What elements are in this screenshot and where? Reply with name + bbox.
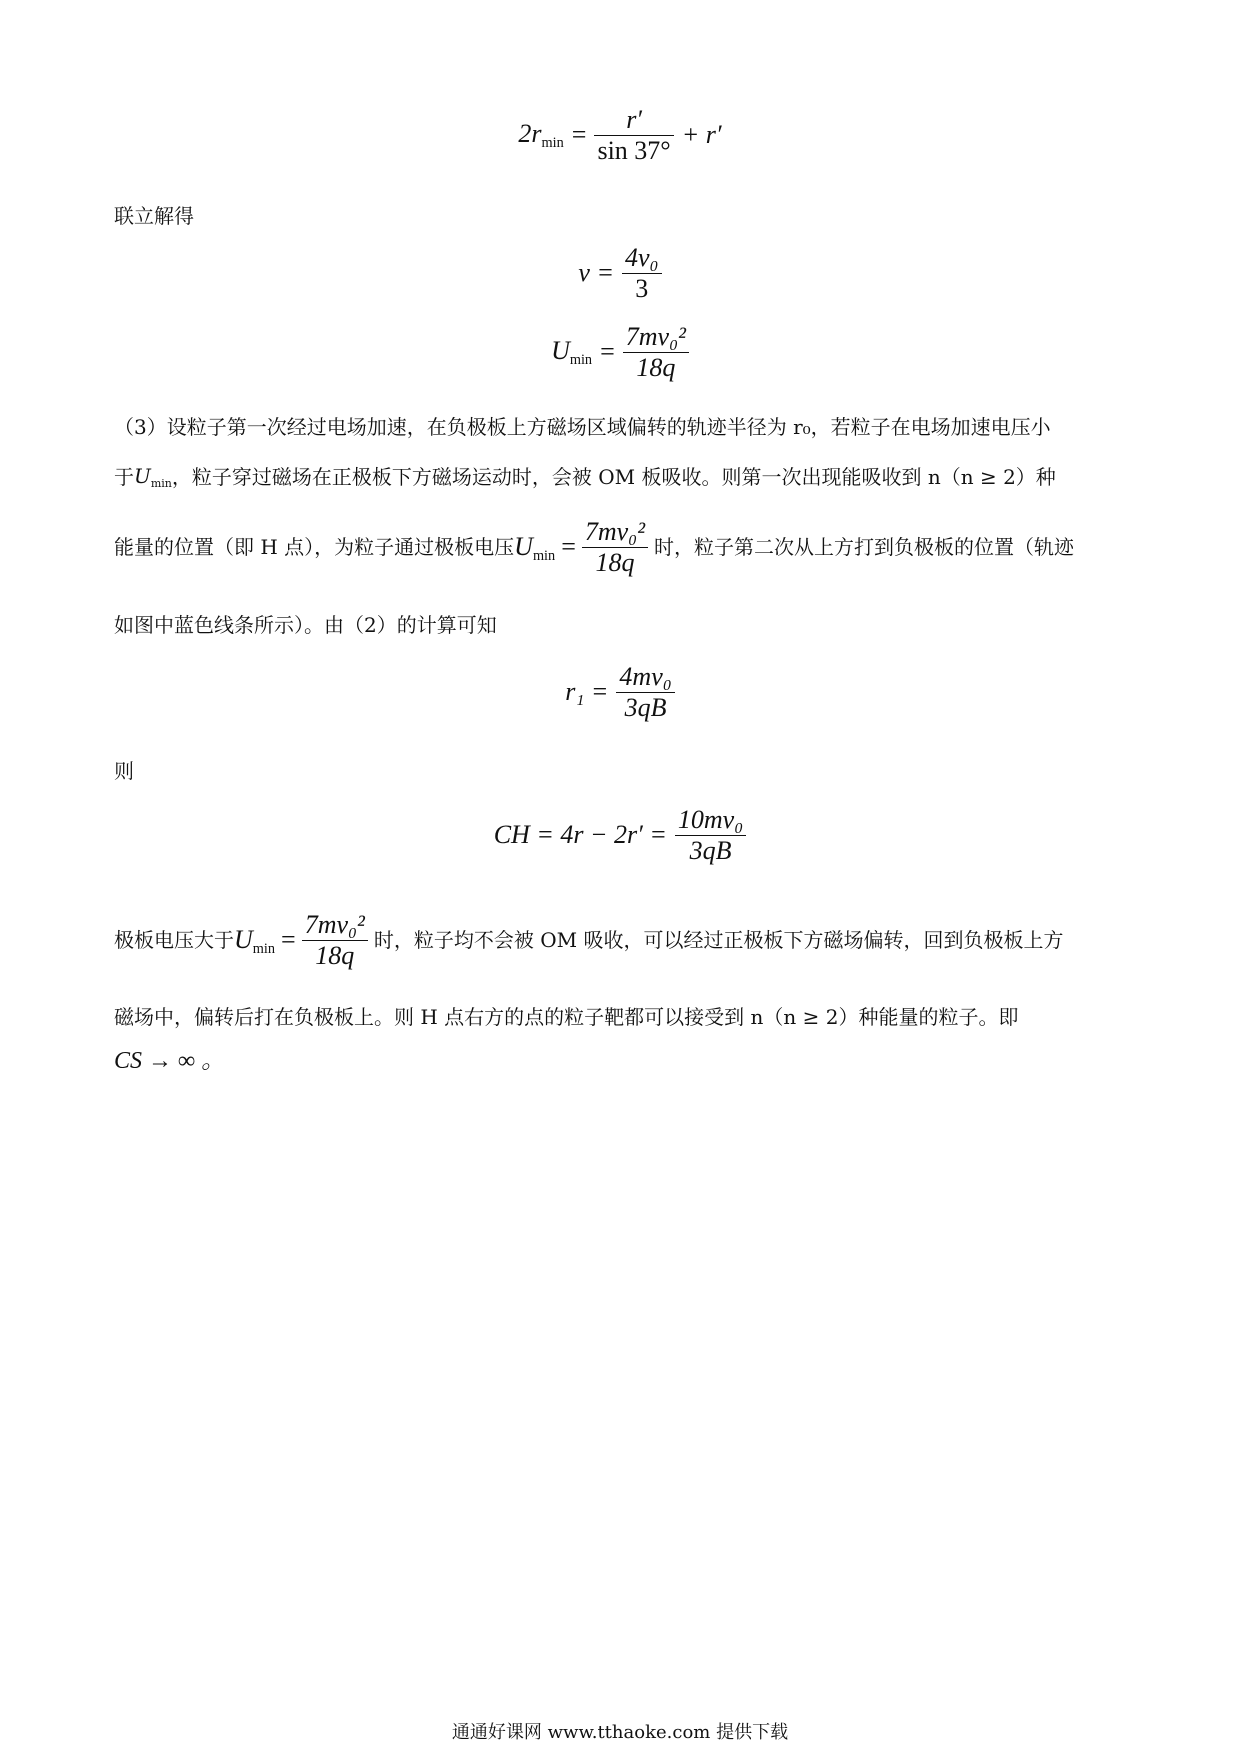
p4-umin-numerator: 7mv₀² (304, 910, 365, 939)
ch-fraction (675, 805, 746, 866)
umin-equals: = (600, 337, 615, 367)
r1-denominator: 3qB (616, 692, 674, 723)
text-simultaneous: 联立解得 (114, 204, 194, 228)
umin-label: U (551, 335, 570, 365)
umin-sub: min (569, 351, 593, 368)
eq1-numerator: r′ (626, 105, 642, 134)
eq2-fraction (622, 243, 662, 304)
umin-numerator: 7mv₀² (625, 322, 686, 351)
equation-umin (0, 322, 1240, 383)
ch-lhs: CH = 4r − 2r′ = (493, 820, 667, 850)
p3-line3-a: 能量的位置（即 H 点），为粒子通过极板电压 (114, 535, 515, 560)
p3-umin2-sub: min (532, 547, 556, 564)
p4-umin-equals: = (281, 925, 296, 955)
eq1-fraction (594, 105, 673, 166)
eq1-lhs-sub: min (541, 134, 564, 151)
ch-denominator: 3qB (675, 835, 746, 866)
p3-line1: （3）设粒子第一次经过电场加速，在负极板上方磁场区域偏转的轨迹半径为 r₀，若粒子在电场加速电压小 (114, 415, 1051, 439)
equation-v (0, 243, 1240, 304)
p3-line2 (114, 463, 1134, 491)
umin-denominator: 18q (623, 352, 689, 383)
equation-2rmin (0, 105, 1240, 166)
p4-umin-label: U (234, 924, 253, 954)
p4-line1-b: 时，粒子均不会被 OM 吸收，可以经过正极板下方磁场偏转，回到负极板上方 (373, 928, 1064, 953)
eq2-lhs: v = (578, 258, 614, 288)
p4-line3: CS → ∞ 。 (114, 1048, 226, 1074)
p3-umin2-fraction (582, 517, 648, 578)
eq1-tail: + r′ (681, 120, 722, 150)
text-then: 则 (114, 759, 134, 783)
p3-umin2-numerator: 7mv₀² (584, 517, 646, 546)
r1-lhs: r₁ = (565, 677, 609, 707)
p3-line3 (114, 517, 1134, 578)
p3-umin-sub: min (150, 476, 172, 490)
eq1-denominator: sin 37° (594, 135, 673, 166)
p3-line4: 如图中蓝色线条所示）。由（2）的计算可知 (114, 613, 497, 637)
r1-fraction (616, 662, 674, 723)
p4-line2: 磁场中，偏转后打在负极板上。则 H 点右方的点的粒子靶都可以接受到 n（n ≥ 2）种能量的粒子。即 (114, 1005, 1019, 1029)
ch-numerator: 10mv₀ (677, 805, 744, 834)
p4-umin-denominator: 18q (302, 940, 368, 971)
p3-line2-b: ，粒子穿过磁场在正极板下方磁场运动时，会被 OM 板吸收。则第一次出现能吸收到 n（n ≥ 2）种 (171, 465, 1056, 490)
p3-line2-a: 于 (114, 465, 134, 490)
footer-credit: 通通好课网 www.tthaoke.com 提供下载 (451, 1722, 789, 1743)
p3-umin-label: U (134, 464, 151, 488)
umin-fraction (623, 322, 689, 383)
eq2-denominator: 3 (622, 273, 662, 304)
r1-numerator: 4mv₀ (619, 662, 672, 691)
p3-umin2-label: U (514, 531, 533, 561)
p4-umin-fraction (302, 910, 368, 971)
p4-line1 (114, 910, 1134, 971)
p4-line1-a: 极板电压大于 (114, 928, 234, 953)
eq1-equals: = (571, 120, 587, 150)
p4-umin-sub: min (252, 940, 276, 957)
p3-umin2-equals: = (561, 532, 576, 562)
equation-ch (0, 805, 1240, 866)
equation-r1 (0, 662, 1240, 723)
eq1-lhs: 2r (518, 118, 542, 148)
eq2-numerator: 4v₀ (625, 243, 659, 272)
p3-umin2-denominator: 18q (582, 547, 648, 578)
p3-line3-b: 时，粒子第二次从上方打到负极板的位置（轨迹 (654, 535, 1075, 560)
